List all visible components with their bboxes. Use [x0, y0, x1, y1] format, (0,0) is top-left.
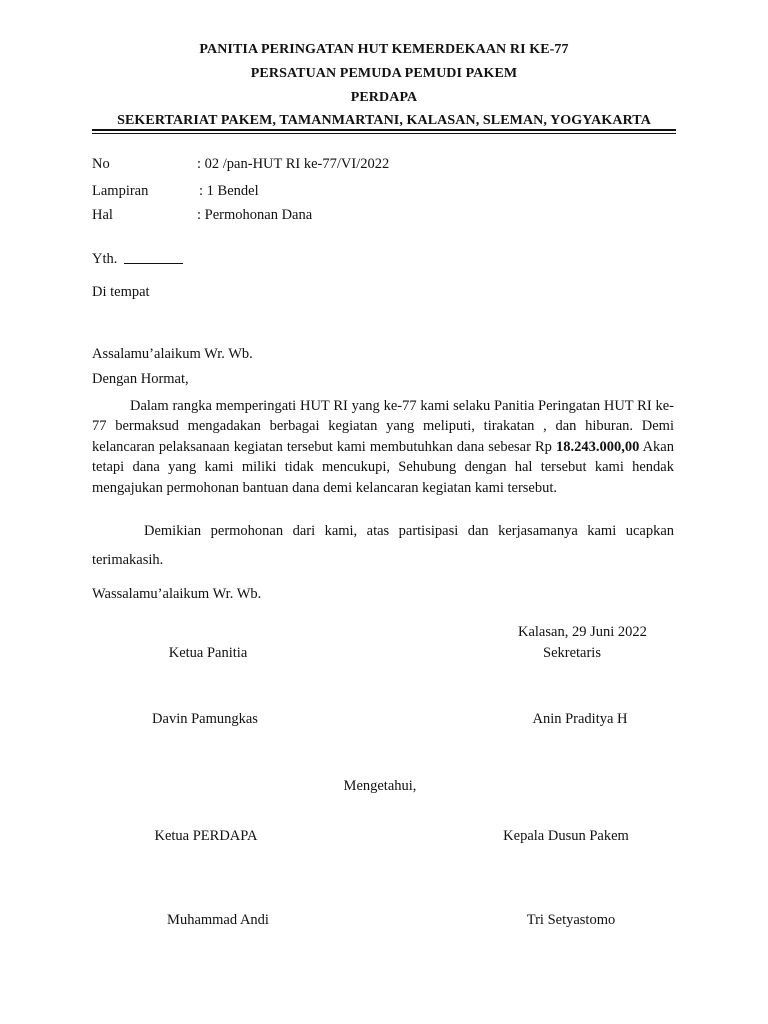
recipient-blank-line — [124, 263, 183, 264]
signer-title-ketua-panitia: Ketua Panitia — [168, 645, 248, 661]
header-committee: PANITIA PERINGATAN HUT KEMERDEKAAN RI KE-77 — [199, 42, 569, 57]
signer-name-sekretaris: Anin Praditya H — [532, 711, 628, 727]
no-label: No — [92, 156, 110, 172]
signer-name-kepala-dusun: Tri Setyastomo — [526, 912, 616, 928]
header-abbreviation: PERDAPA — [350, 90, 418, 105]
opening-salam: Assalamu’alaikum Wr. Wb. — [92, 346, 253, 362]
signer-title-ketua-perdapa: Ketua PERDAPA — [154, 828, 258, 844]
header-organization: PERSATUAN PEMUDA PEMUDI PAKEM — [250, 66, 518, 81]
opening-hormat: Dengan Hormat, — [92, 371, 189, 387]
closing-salam: Wassalamu’alaikum Wr. Wb. — [92, 586, 262, 602]
hal-value: : Permohonan Dana — [197, 207, 313, 223]
signer-name-ketua-panitia: Davin Pamungkas — [152, 711, 258, 727]
recipient-yth: Yth. — [92, 251, 118, 267]
signer-name-ketua-perdapa: Muhammad Andi — [167, 912, 269, 928]
header-address: SEKERTARIAT PAKEM, TAMANMARTANI, KALASAN, SLEMAN, YOGYAKARTA — [117, 113, 651, 128]
body-paragraph-2 — [92, 517, 674, 575]
acknowledged-label: Mengetahui, — [343, 778, 417, 794]
header-divider-thick — [92, 129, 676, 131]
lampiran-value: : 1 Bendel — [199, 183, 259, 199]
no-value: : 02 /pan-HUT RI ke-77/VI/2022 — [197, 156, 390, 172]
lampiran-label: Lampiran — [92, 183, 149, 199]
requested-amount: 18.243.000,00 — [555, 438, 640, 455]
body-paragraph-1-part2: Akan tetapi dana yang kami miliki tidak mencukupi, Sehubung dengan hal tersebut kami hendak mengajukan permohonan bantuan dana demi kelancaran kegiatan kami tersebut. — [92, 438, 674, 496]
body-paragraph-1-part1: Dalam rangka memperingati HUT RI yang ke-77 kami selaku Panitia Peringatan HUT RI ke-77 bermaksud mengadakan berbagai kegiatan yang meliputi, tirakatan , dan hiburan. Demi kelancaran pelaksanaan kegiatan tersebut kami membutuhkan dana sebesar Rp — [92, 398, 674, 455]
signer-title-sekretaris: Sekretaris — [543, 645, 601, 661]
body-paragraph-2-text: Demikian permohonan dari kami, atas partisipasi dan kerjasamanya kami ucapkan terimakasih. — [92, 523, 674, 568]
header-divider-thin — [92, 133, 676, 134]
signer-title-kepala-dusun: Kepala Dusun Pakem — [503, 828, 629, 844]
letter-date: Kalasan, 29 Juni 2022 — [518, 624, 647, 640]
recipient-place: Di tempat — [92, 284, 150, 300]
body-paragraph-1 — [92, 396, 674, 498]
hal-label: Hal — [92, 207, 113, 223]
